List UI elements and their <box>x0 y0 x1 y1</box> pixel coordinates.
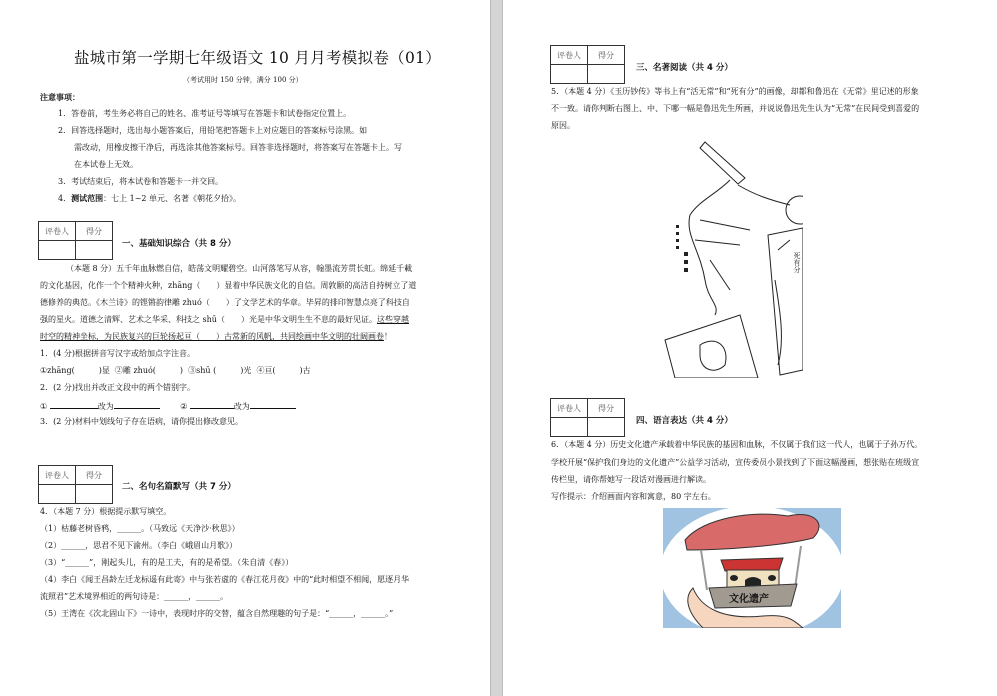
document-page-1 <box>0 0 490 696</box>
question-5-line: 不一致。请你判断右图上、中、下哪一幅是鲁迅先生所画，并说说鲁迅先生认为“无常”在民间受到喜爱的 <box>551 104 920 113</box>
passage-line: （本题 8 分）五千年血脉燃自信，皓荡文明耀碧空。山河落笔写从容，翰墨流芳贯长虹。绵延千載 <box>66 264 413 273</box>
grader-label: 评卷人 <box>551 46 588 65</box>
answer-blank[interactable] <box>190 400 234 409</box>
wuchang-woodcut-illustration <box>660 140 803 378</box>
grader-cell <box>551 418 588 437</box>
q2-change-to: 改为 <box>233 402 250 411</box>
question-6-line: 写作提示：介绍画面内容和寓意，80 字左右。 <box>551 492 716 501</box>
notice-heading: 注意事项： <box>40 93 80 102</box>
grader-label: 评卷人 <box>39 222 76 241</box>
underlined-sentence: 这些穿越 <box>376 315 409 324</box>
question-5-line: 原因。 <box>551 121 575 130</box>
recitation-line: 流照君”艺术境界相近的两句诗是：______，______。 <box>40 592 229 601</box>
q2-change-to: 改为 <box>97 402 114 411</box>
exam-subtitle: （考试用时 150 分钟，满分 100 分） <box>183 76 303 84</box>
notice-line-4 <box>58 194 241 204</box>
test-scope-text: ：七上 1~2 单元、名著《朝花夕拾》。 <box>103 194 242 203</box>
score-label: 得分 <box>588 399 625 418</box>
q1-option[interactable]: ②雕 zhuó( ) <box>114 366 184 375</box>
grader-label: 评卷人 <box>551 399 588 418</box>
section-4-title: 四、语言表达（共 4 分） <box>636 416 733 426</box>
score-label: 得分 <box>76 466 113 485</box>
question-6-line: 传栏里，请你帮她写一段话对漫画进行解读。 <box>551 475 711 484</box>
notice-line: 1．答卷前，考生务必将自己的姓名、准考证号等填写在答题卡和试卷指定位置上。 <box>58 109 352 118</box>
answer-blank[interactable] <box>50 400 98 409</box>
grading-box <box>550 45 625 84</box>
recitation-line: （3）“______”，刚起头儿，有的是工夫，有的是希望。（朱自清《春》） <box>40 558 294 567</box>
question-1: 1．(4 分)根据拼音写汉字或给加点字注音。 <box>40 349 195 358</box>
passage-end: ！ <box>384 332 392 341</box>
page-separator <box>490 0 503 696</box>
notice-line: 2．回答选择题时，选出每小题答案后，用铅笔把答题卡上对应题目的答案标号涂黑。如 <box>58 126 368 135</box>
grader-label: 评卷人 <box>39 466 76 485</box>
grading-box <box>38 221 113 260</box>
recitation-line: （2）______，思君不见下渝州。（李白《峨眉山月歌》） <box>40 541 238 550</box>
notice-line: 需改动，用橡皮擦干净后，再选涂其他答案标号。回答非选择题时，将答案写在答题卡上。写 <box>74 143 402 152</box>
recitation-line: （4）李白《闻王昌龄左迁龙标遥有此寄》中与张若虚的《春江花月夜》中的“此时相望不相闻，愿逐月华 <box>40 575 410 584</box>
q1-option[interactable]: ①zhāng( )显 <box>40 366 110 375</box>
score-cell <box>76 485 113 504</box>
illustration-label: 死有分 <box>793 252 801 273</box>
passage-line <box>40 332 392 342</box>
score-cell <box>588 65 625 84</box>
question-2: 2．(2 分)找出并改正文段中的两个错别字。 <box>40 383 195 392</box>
score-cell <box>588 418 625 437</box>
question-6-line: 学校开展“保护我们身边的文化遗产”公益学习活动，宣传委员小景找到了下面这幅漫画，想张贴在班级宣 <box>551 458 920 467</box>
notice-line: 在本试卷上无效。 <box>74 160 138 169</box>
passage-line <box>40 315 409 325</box>
answer-blank[interactable] <box>114 400 160 409</box>
passage-line: 德修养的典范。《木兰诗》的铿锵韵律雕 zhuó（ ）了文学艺术的华章。毕昇的排印智慧点亮了科技自 <box>40 298 410 307</box>
q1-option[interactable]: ④亘( )古 <box>256 366 311 375</box>
score-label: 得分 <box>76 222 113 241</box>
section-3-title: 三、名著阅读（共 4 分） <box>636 63 733 73</box>
q2-answer-line <box>40 400 296 412</box>
question-4: 4．（本题 7 分）根据提示默写填空。 <box>40 507 172 516</box>
cartoon-label: 文化遗产 <box>729 594 769 605</box>
passage-text: 强的星火。道德之清辉、艺术之华采、科技之 shū（ ）光是中华文明生生不息的最好见证。 <box>40 315 377 324</box>
q2-num: ② <box>180 402 188 411</box>
test-scope-label: 测试范围 <box>71 194 104 203</box>
underlined-sentence: 时空的精神坐标，为民族复兴的巨轮扬起亘（ ）古常新的风帆，共同绘画中华文明的壮阔画卷 <box>40 332 384 341</box>
section-2-title: 二、名句名篇默写（共 7 分） <box>122 482 236 492</box>
q1-option[interactable]: ③shū ( )光 <box>188 366 252 375</box>
section-1-title: 一、基础知识综合（共 8 分） <box>122 239 236 249</box>
exam-title: 盐城市第一学期七年级语文 10 月月考模拟卷（01） <box>74 49 442 67</box>
recitation-line: （5）王湾在《次北固山下》一诗中，表现时序的交替，蕴含自然理趣的句子是：“______，______。” <box>40 609 394 618</box>
grader-cell <box>39 241 76 260</box>
grader-cell <box>551 65 588 84</box>
question-3: 3．(2 分)材料中划线句子存在语病，请你提出修改意见。 <box>40 417 243 426</box>
passage-line: 的文化基因，化作一个个精神火种，zhāng（ ）显着中华民族文化的自信。周敦颐的高洁自持树立了道 <box>40 281 417 290</box>
cultural-heritage-cartoon <box>663 508 841 628</box>
answer-blank[interactable] <box>250 400 296 409</box>
score-label: 得分 <box>588 46 625 65</box>
notice-line: 3．考试结束后，将本试卷和答题卡一并交回。 <box>58 177 224 186</box>
grader-cell <box>39 485 76 504</box>
question-5-line: 5．（本题 4 分）《玉历钞传》等书上有“活无常”和“死有分”的画像，却都和鲁迅在《无常》里记述的形象 <box>551 87 919 96</box>
grading-box <box>550 398 625 437</box>
notice-number: 4． <box>58 194 72 203</box>
document-page-2 <box>503 0 997 696</box>
grading-box <box>38 465 113 504</box>
q1-options <box>40 366 311 376</box>
q2-num: ① <box>40 402 48 411</box>
question-6-line: 6．（本题 4 分）历史文化遗产承载着中华民族的基因和血脉，不仅属于我们这一代人，也属于子孙万代。 <box>551 440 923 449</box>
score-cell <box>76 241 113 260</box>
recitation-line: （1）枯藤老树昏鸦，______。（马致远《天净沙·秋思》） <box>40 524 240 533</box>
